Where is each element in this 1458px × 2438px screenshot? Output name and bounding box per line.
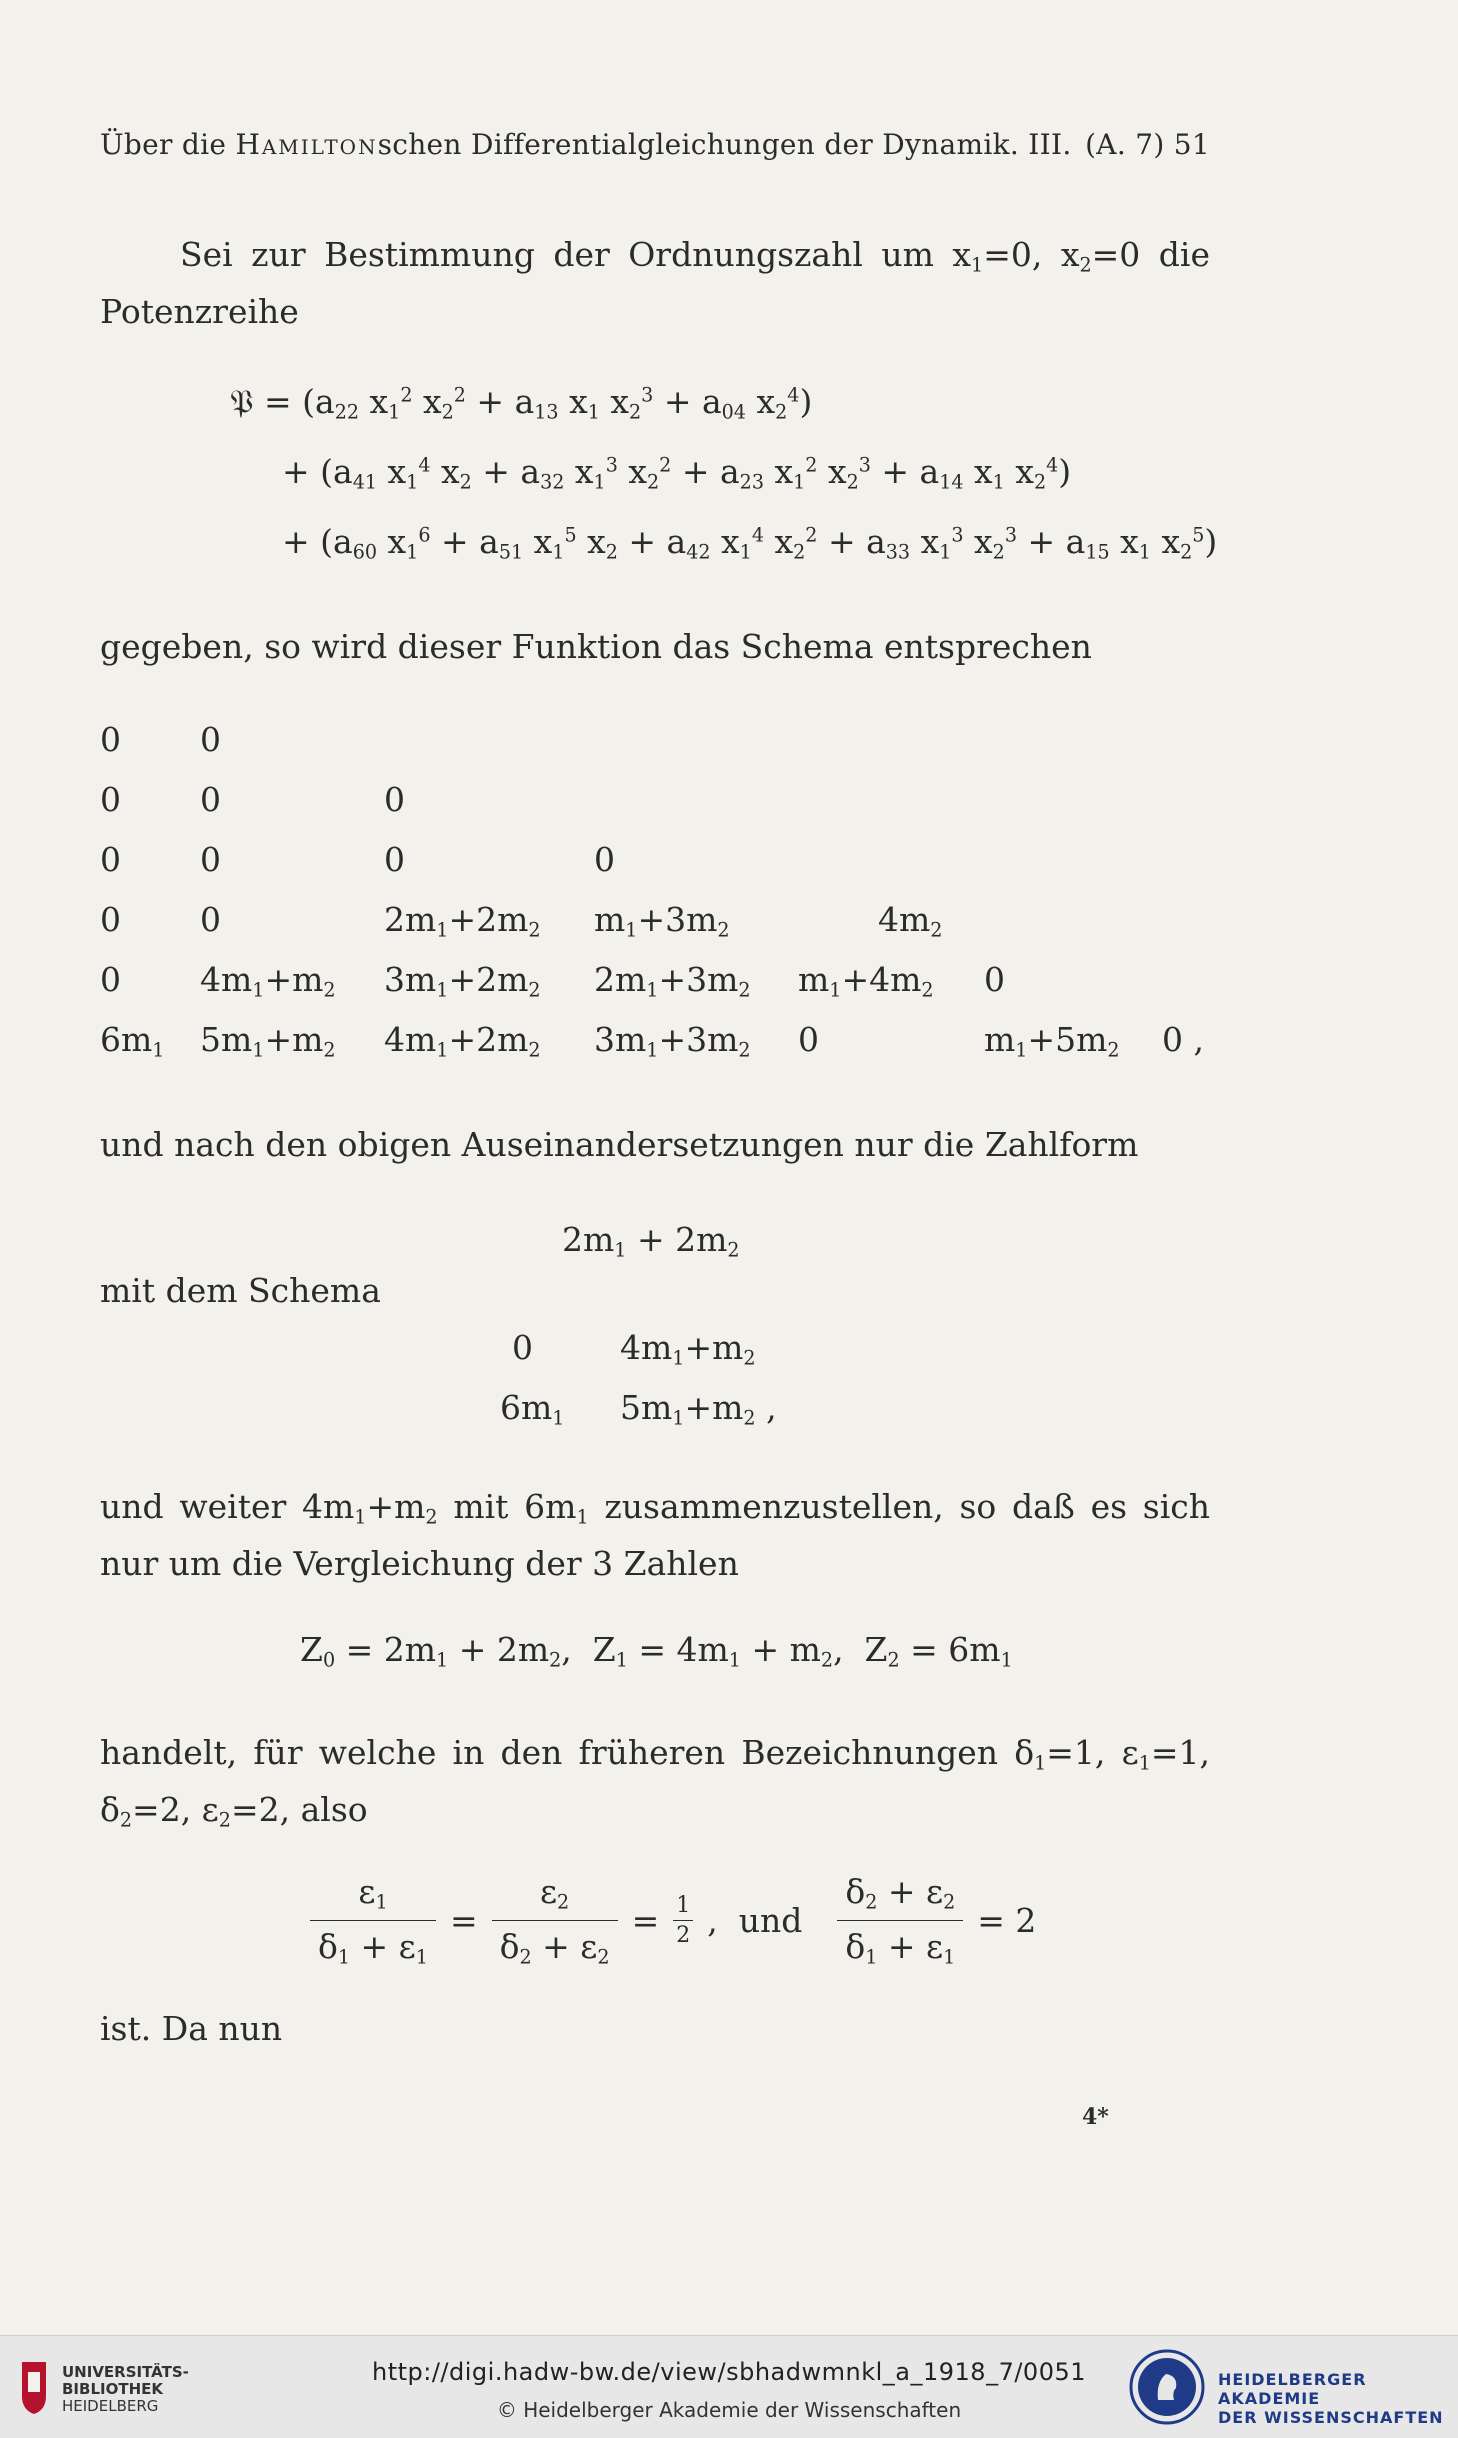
source-url-link[interactable]: http://digi.hadw-bw.de/view/sbhadwmnkl_a_1918_7/0051 — [371, 2358, 1087, 2386]
schema-table: 0 0 0 0 0 0 0 0 0 0 0 $2m_1+2m_2$ $m_1+3m_2$ $4m_2$ 0 $4m_1+m_2$ $3m_1+2m_2$ $2m_1+3m_2$ $m_1+4m_2$ 0 $6m_1$ $5m_1+m_2$ $4m_1+2m_2$ $3m_1+3m_2$ 0 $m_1+5m_2$ 0 , — [100, 720, 1204, 1062]
running-head — [100, 128, 1210, 161]
university-library-logo: UNIVERSITÄTS- BIBLIOTHEK HEIDELBERG — [14, 2354, 174, 2424]
series-line-3: + ($a_{60}$ $x_1^6 + a_{51}$ $x_1^5$ $x_2 + a_{42}$ $x_1^4$ $x_2^2 + a_{33}$ $x_1^3$ $x_2^3 + a_{15}$ $x_1$ $x_2^5$) — [282, 522, 1218, 564]
paragraph-intro: Sei zur Bestimmung der Ordnungszahl um $x_1=0$, $x_2=0$ die Potenzreihe — [100, 235, 1210, 331]
series-line-2: + ($a_{41}$ $x_1^4$ $x_2 + a_{32}$ $x_1^3$ $x_2^2 + a_{23}$ $x_1^2$ $x_2^3 + a_{14}$ $x_1$ $x_2^4$) — [282, 452, 1072, 494]
footer-bar — [0, 2335, 1458, 2438]
paragraph-vergleichung: und weiter $4m_1+m_2$ mit $6m_1$ zusammenzustellen, so daß es sich nur um die Vergleichung der 3 Zahlen — [100, 1487, 1210, 1583]
sheet-signature: 4* — [1082, 2104, 1109, 2130]
academy-seal-icon — [1128, 2348, 1206, 2426]
paragraph-da-nun: ist. Da nun — [100, 2009, 283, 2048]
paragraph-schema-intro: gegeben, so wird dieser Funktion das Schema entsprechen — [100, 627, 1092, 666]
paragraph-mit-schema: mit dem Schema — [100, 1271, 381, 1310]
equation-fractions: $\frac{\varepsilon_1}{\delta_1 + \varepsilon_1}$ = $\frac{\varepsilon_2}{\delta_2 + \varepsilon_2}$ = $\frac{1}{2}$ , und $\frac{\delta_2 + \varepsilon_2}{\delta_1 + \varepsilon_1}$ = 2 — [310, 1872, 1036, 1968]
series-line-1: 𝔓 = ($a_{22}$ $x_1^2$ $x_2^2 + a_{13}$ $x_1$ $x_2^3 + a_{04}$ $x_2^4$) — [230, 382, 813, 424]
small-schema: 0 $4m_1+m_2$ $6m_1$ $5m_1+m_2$ , — [500, 1328, 777, 1430]
equation-z-numbers: $Z_0 = 2m_1 + 2m_2$, $Z_1 = 4m_1 + m_2$, $Z_2 = 6m_1$ — [300, 1630, 1013, 1672]
running-head-title: Über die Hamiltonschen Differentialgleichungen der Dynamik. III. — [100, 128, 1072, 161]
copyright-notice: © Heidelberger Akademie der Wissenschaften — [496, 2398, 962, 2422]
paragraph-zahlform: und nach den obigen Auseinandersetzungen nur die Zahlform — [100, 1125, 1139, 1164]
equation-zahlform: $2m_1 + 2m_2$ — [562, 1220, 740, 1262]
paragraph-bezeichnungen: handelt, für welche in den früheren Bezeichnungen $\delta_1=1$, $\varepsilon_1=1$, $\delta_2=2$, $\varepsilon_2=2$, also — [100, 1733, 1210, 1832]
academy-logo: HEIDELBERGER AKADEMIE DER WISSENSCHAFTEN — [1128, 2348, 1448, 2428]
running-head-page-ref: (A. 7) 51 — [1085, 128, 1210, 161]
